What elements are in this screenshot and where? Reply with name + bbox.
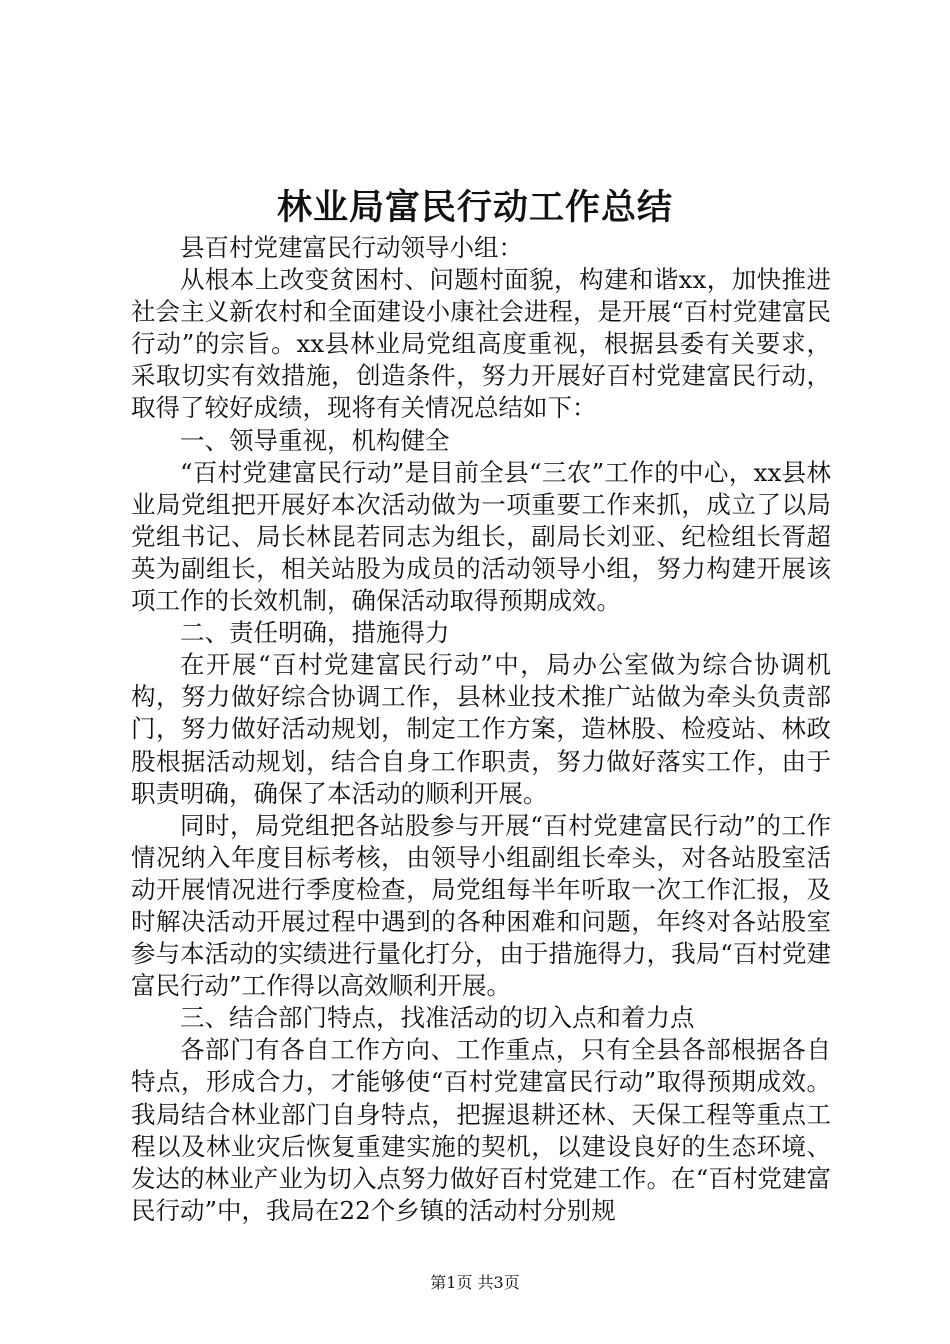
salutation: 县百村党建富民行动领导小组： — [180, 233, 523, 262]
section-heading-2: 二、责任明确，措施得力 — [180, 618, 450, 648]
document-body — [131, 232, 831, 1227]
document-title: 林业局富民行动工作总结 — [276, 187, 673, 228]
paragraph-section-2a: 在开展“百村党建富民行动”中，局办公室做为综合协调机构，努力做好综合协调工作，县林业技术推广站做为牵头负责部门，努力做好活动规划，制定工作方案，造林股、检疫站、林政股根据活动规划，结合自身工作职责，努力做好落实工作，由于职责明确，确保了本活动的顺利开展。 — [131, 650, 831, 808]
section-heading-3: 三、结合部门特点，找准活动的切入点和着力点 — [180, 1003, 695, 1033]
paragraph-section-2b: 同时，局党组把各站股参与开展“百村党建富民行动”的工作情况纳入年度目标考核，由领导小组副组长牵头，对各站股室活动开展情况进行季度检查，局党组每半年听取一次工作汇报，及时解决活动开展过程中遇到的各种困难和问题，年终对各站股室参与本活动的实绩进行量化打分，由于措施得力，我局“百村党建富民行动”工作得以高效顺利开展。 — [131, 810, 831, 1001]
paragraph-intro: 从根本上改变贫困村、问题村面貌，构建和谐xx，加快推进社会主义新农村和全面建设小康社会进程，是开展“百村党建富民行动”的宗旨。xx县林业局党组高度重视，根据县委有关要求，采取切实有效措施，创造条件，努力开展好百村党建富民行动，取得了较好成绩，现将有关情况总结如下： — [131, 265, 831, 423]
paragraph-section-3: 各部门有各自工作方向、工作重点，只有全县各部根据各自特点，形成合力，才能够使“百村党建富民行动”取得预期成效。我局结合林业部门自身特点，把握退耕还林、天保工程等重点工程以及林业灾后恢复重建实施的契机，以建设良好的生态环境、发达的林业产业为切入点努力做好百村党建工作。在“百村党建富民行动”中，我局在22个乡镇的活动村分别规 — [131, 1035, 831, 1225]
section-heading-1: 一、领导重视，机构健全 — [180, 425, 450, 455]
page-number-footer: 第1页 共3页 — [430, 1273, 520, 1292]
paragraph-section-1: “百村党建富民行动”是目前全县“三农”工作的中心，xx县林业局党组把开展好本次活动做为一项重要工作来抓，成立了以局党组书记、局长林昆若同志为组长，副局长刘亚、纪检组长胥超英为副组长，相关站股为成员的活动领导小组，努力构建开展该项工作的长效机制，确保活动取得预期成效。 — [131, 457, 831, 616]
